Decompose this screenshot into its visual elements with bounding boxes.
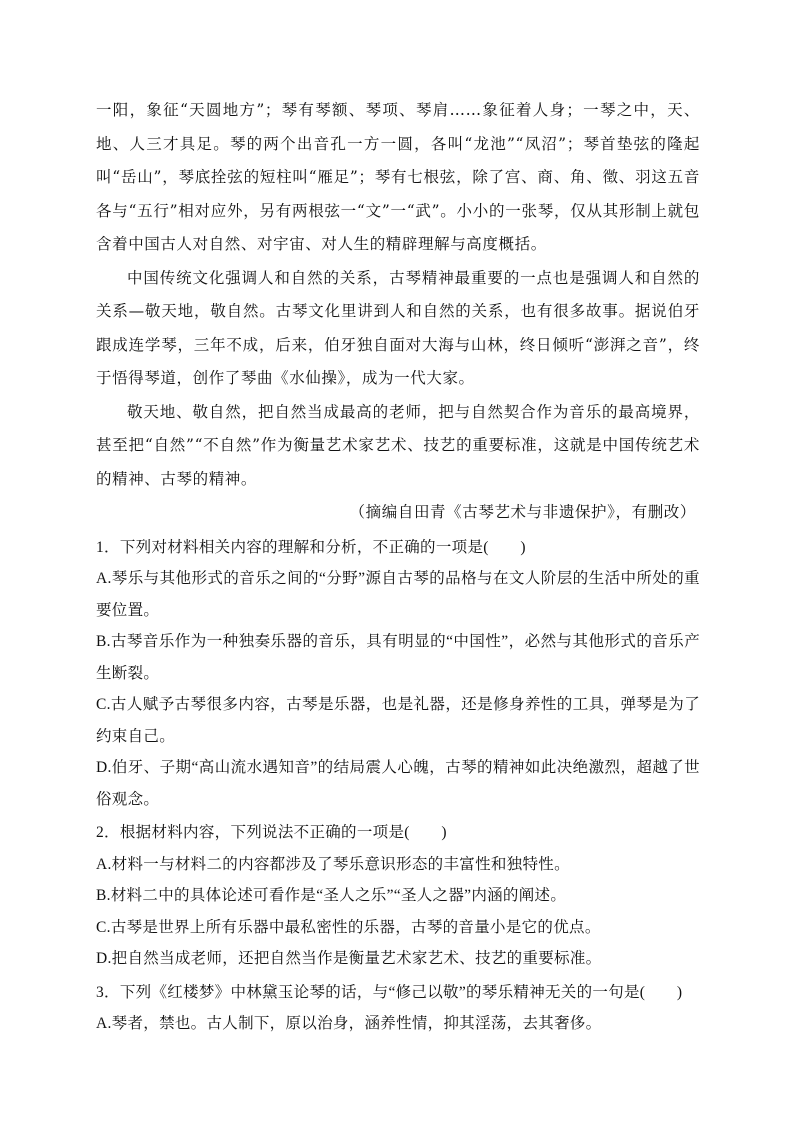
option-a: A.琴者，禁也。古人制下，原以治身，涵养性情，抑其淫荡，去其奢侈。 bbox=[96, 1015, 602, 1032]
passage-paragraph-3: 敬天地、敬自然，把自然当成最高的老师，把与自然契合作为音乐的最高境界，甚至把“自然”“不自然”作为衡量艺术家艺术、技艺的重要标准，这就是中国传统艺术的精神、古琴的精神。 bbox=[96, 402, 700, 488]
passage-paragraph-1: 一阳，象征“天圆地方”；琴有琴额、琴项、琴肩……象征着人身；一琴之中，天、地、人三才具足。琴的两个出音孔一方一圆，各叫“龙池”“凤沼”；琴首垫弦的隆起叫“岳山”，琴底拴弦的短柱叫“雁足”；琴有七根弦，除了宫、商、角、徵、羽这五音各与“五行”相对应外，另有两根弦一“文”一“武”。小小的一张琴，仅从其形制上就包含着中国古人对自然、对宇宙、对人生的精辟理解与高度概括。 bbox=[96, 101, 700, 253]
question-2 bbox=[96, 817, 700, 975]
question-stem: 3．下列《红楼梦》中林黛玉论琴的话，与“修己以敬”的琴乐精神无关的一句是( ) bbox=[96, 983, 683, 1001]
questions bbox=[96, 532, 700, 1040]
option-d: D.把自然当成老师，还把自然当作是衡量艺术家艺术、技艺的重要标准。 bbox=[96, 950, 602, 967]
option-b: B.材料二中的具体论述可看作是“圣人之乐”“圣人之器”内涵的阐述。 bbox=[96, 887, 567, 904]
option-d: D.伯牙、子期“高山流水遇知音”的结局震人心魄，古琴的精神如此决绝激烈，超越了世俗观念。 bbox=[96, 759, 700, 808]
option-c: C.古琴是世界上所有乐器中最私密性的乐器，古琴的音量小是它的优点。 bbox=[96, 918, 601, 936]
passage bbox=[96, 94, 700, 530]
option-b: B.古琴音乐作为一种独奏乐器的音乐，具有明显的“中国性”，必然与其他形式的音乐产生断裂。 bbox=[96, 633, 700, 682]
passage-source: （摘编自田青《古琴艺术与非遗保护》，有删改） bbox=[349, 503, 696, 521]
option-a: A.琴乐与其他形式的音乐之间的“分野”源自古琴的品格与在文人阶层的生活中所处的重要位置。 bbox=[96, 570, 700, 619]
question-stem: 2．根据材料内容，下列说法不正确的一项是( ) bbox=[96, 824, 447, 841]
document-page bbox=[96, 94, 700, 1040]
question-1 bbox=[96, 532, 700, 816]
option-a: A.材料一与材料二的内容都涉及了琴乐意识形态的丰富性和独特性。 bbox=[96, 855, 570, 873]
option-c: C.古人赋予古琴很多内容，古琴是乐器，也是礼器，还是修身养性的工具，弹琴是为了约束自己。 bbox=[96, 696, 700, 745]
passage-paragraph-2: 中国传统文化强调人和自然的关系，古琴精神最重要的一点也是强调人和自然的关系—敬天地，敬自然。古琴文化里讲到人和自然的关系，也有很多故事。据说伯牙跟成连学琴，三年不成，后来，伯牙独自面对大海与山林，终日倾听“澎湃之音”，终于悟得琴道，创作了琴曲《水仙操》，成为一代大家。 bbox=[96, 268, 700, 387]
question-stem: 1．下列对材料相关内容的理解和分析，不正确的一项是( ) bbox=[96, 538, 526, 556]
question-3 bbox=[96, 977, 700, 1040]
